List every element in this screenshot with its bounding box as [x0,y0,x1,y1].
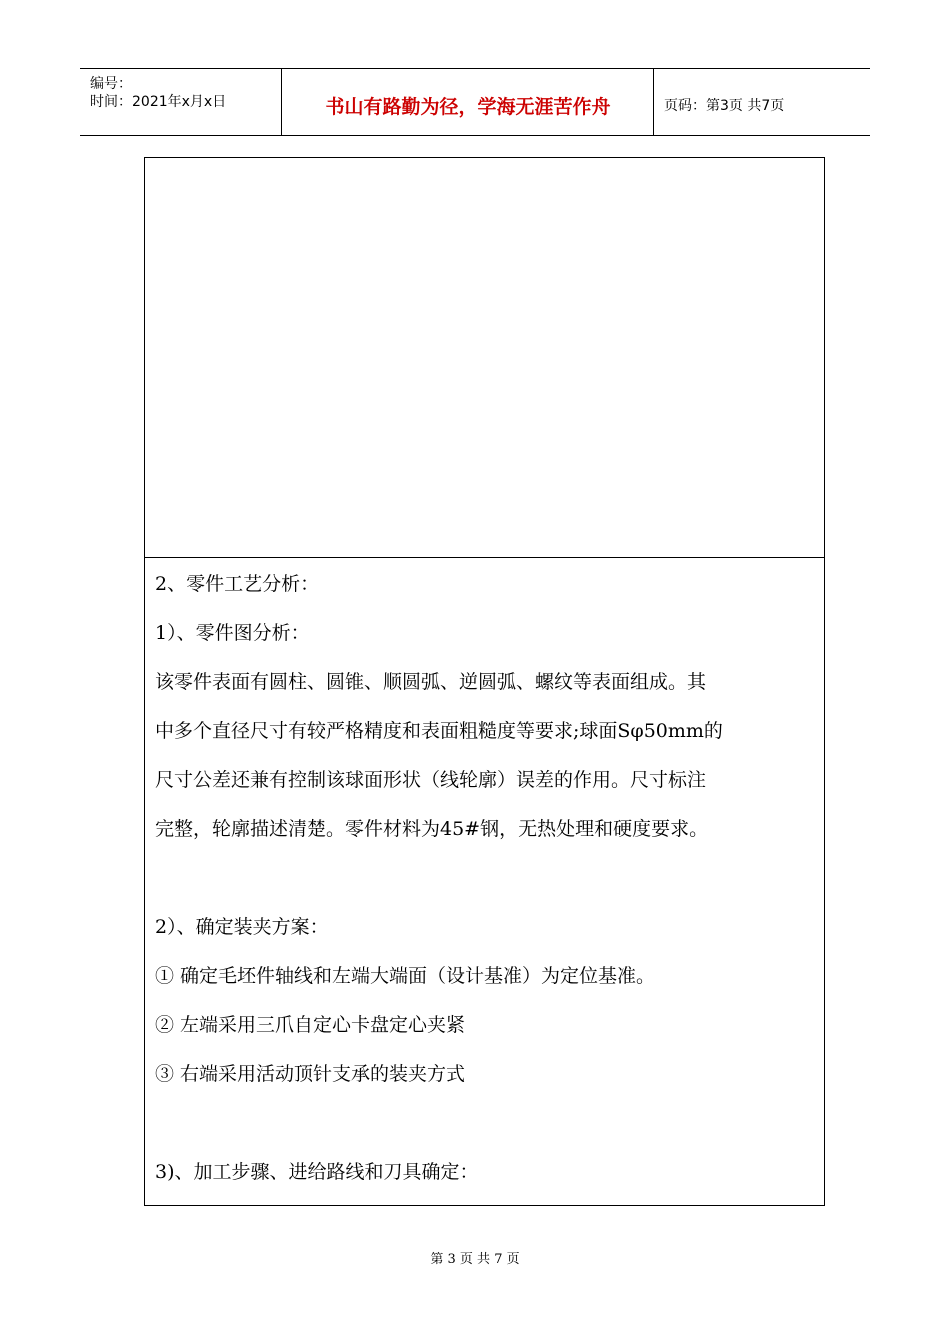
header-meta-cell [80,69,282,135]
paragraph-line: 完整，轮廓描述清楚。零件材料为45#钢，无热处理和硬度要求。 [155,818,709,840]
header-page-cell [654,69,870,135]
header-page-info: 页码：第3页 共7页 [664,98,785,114]
paragraph-line: 中多个直径尺寸有较严格精度和表面粗糙度等要求;球面Sφ50mm的 [155,720,723,742]
step-item: ① 确定毛坯件轴线和左端大端面（设计基准）为定位基准。 [155,965,656,987]
spacer [155,1099,817,1148]
step-item: ③ 右端采用活动顶针支承的装夹方式 [155,1063,466,1085]
number-label: 编号： [90,76,132,92]
subsection-title-1: 1）、零件图分析： [155,622,310,644]
page-footer: 第 3 页 共 7 页 [430,1252,520,1267]
subsection-title-3: 3)、加工步骤、进给路线和刀具确定： [155,1161,479,1183]
drawing-area [145,158,824,558]
content-table [144,157,825,1206]
time-label: 时间：2021年x月x日 [90,94,227,110]
subsection-title-2: 2）、确定装夹方案： [155,916,329,938]
spacer [155,854,817,903]
analysis-section [155,560,817,1197]
page-header [80,68,870,136]
motto-text: 书山有路勤为径，学海无涯苦作舟 [325,96,611,118]
paragraph-line: 该零件表面有圆柱、圆锥、顺圆弧、逆圆弧、螺纹等表面组成。其 [155,671,707,693]
paragraph-line: 尺寸公差还兼有控制该球面形状（线轮廓）误差的作用。尺寸标注 [155,769,707,791]
step-item: ② 左端采用三爪自定心卡盘定心夹紧 [155,1014,466,1036]
header-motto-cell [282,69,654,135]
section-title: 2、零件工艺分析： [155,573,320,595]
